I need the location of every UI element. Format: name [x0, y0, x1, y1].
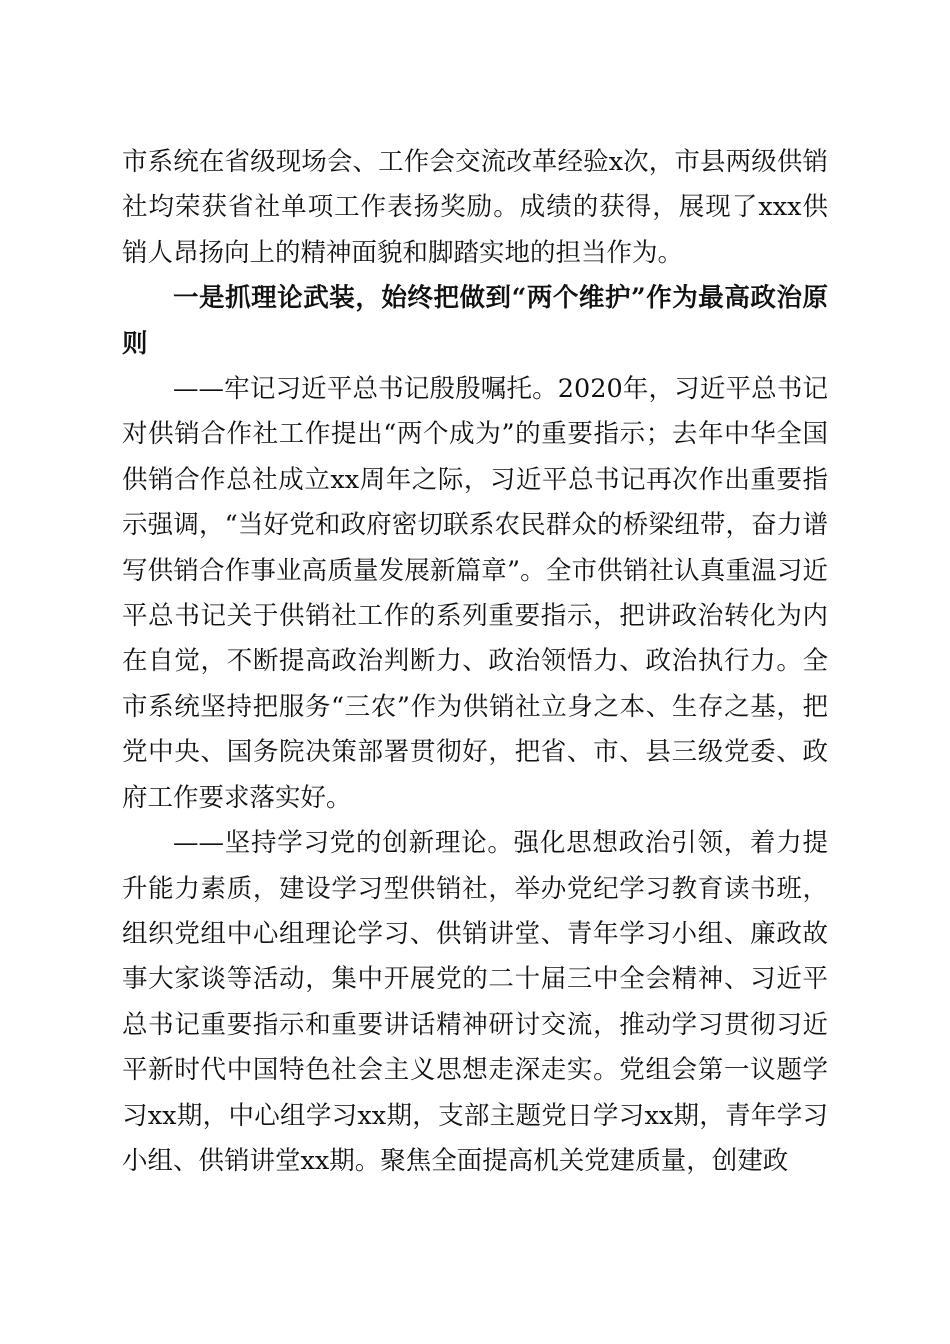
paragraph-continuation: 市系统在省级现场会、工作会交流改革经验x次，市县两级供销社均荣获省社单项工作表扬奖励。成绩的获得，展现了xxx供销人昂扬向上的精神面貌和脚踏实地的担当作为。 — [122, 147, 828, 268]
paragraph-study: ——坚持学习党的创新理论。强化思想政治引领，着力提升能力素质，建设学习型供销社，举办党纪学习教育读书班，组织党组中心组理论学习、供销讲堂、青年学习小组、廉政故事大家谈等活动，集中开展党的二十届三中全会精神、习近平总书记重要指示和重要讲话精神研讨交流，推动学习贯彻习近平新时代中国特色社会主义思想走深走实。党组会第一议题学习xx期，中心组学习xx期，支部主题党日学习xx期，青年学习小组、供销讲堂xx期。聚焦全面提高机关党建质量，创建政 — [122, 828, 828, 1176]
section-heading: 一是抓理论武装，始终把做到“两个维护”作为最高政治原则 — [122, 283, 828, 359]
paragraph-instruction: ——牢记习近平总书记殷殷嘱托。2020年，习近平总书记对供销合作社工作提出“两个成为”的重要指示；去年中华全国供销合作总社成立xx周年之际，习近平总书记再次作出重要指示强调，“当好党和政府密切联系农民群众的桥梁纽带，奋力谱写供销合作事业高质量发展新篇章”。全市供销社认真重温习近平总书记关于供销社工作的系列重要指示，把讲政治转化为内在自觉，不断提高政治判断力、政治领悟力、政治执行力。全市系统坚持把服务“三农”作为供销社立身之本、生存之基，把党中央、国务院决策部署贯彻好，把省、市、县三级党委、政府工作要求落实好。 — [122, 374, 828, 813]
document-body — [122, 140, 828, 1184]
